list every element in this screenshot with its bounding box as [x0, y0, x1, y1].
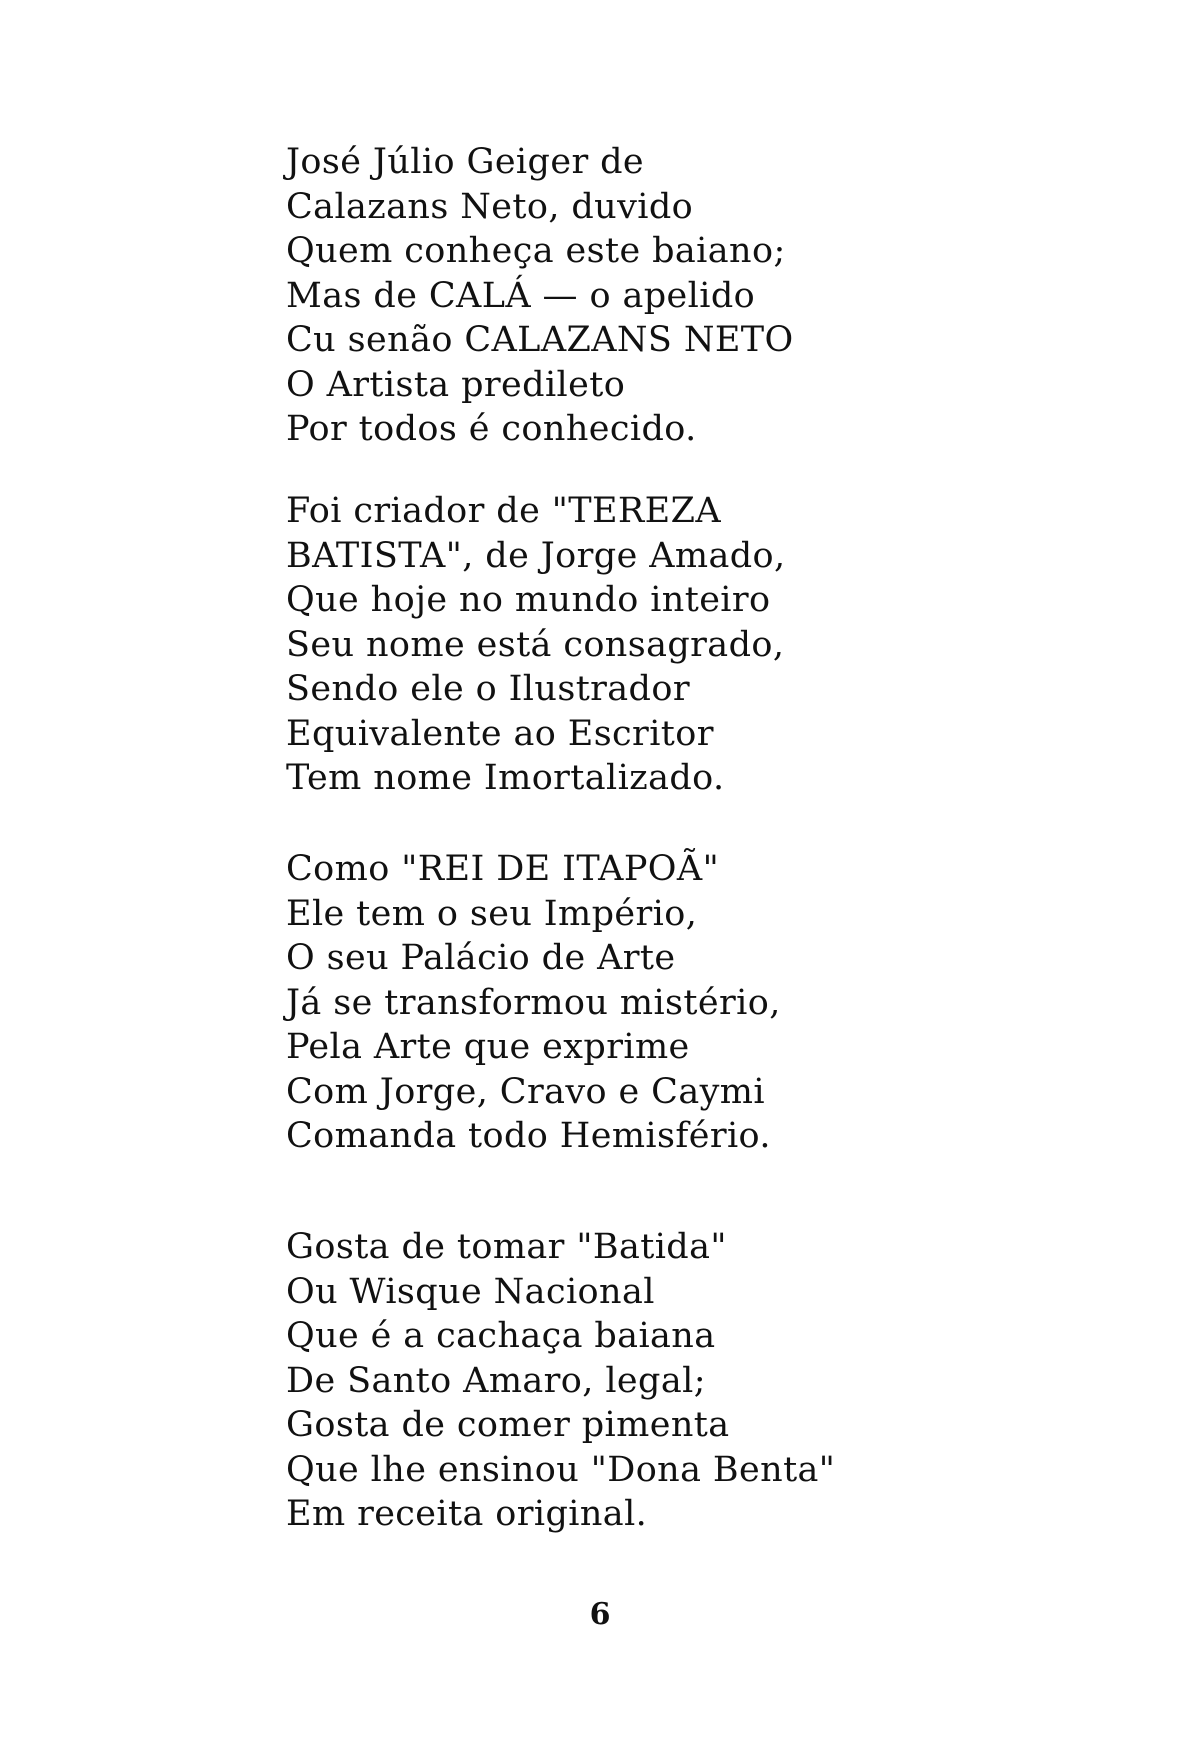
- verse-line: Mas de CALÁ — o apelido: [286, 275, 756, 316]
- stanza-2: [286, 489, 906, 801]
- verse-line: De Santo Amaro, legal;: [286, 1360, 706, 1401]
- verse-line: Em receita original.: [286, 1494, 648, 1534]
- verse-line: Que hoje no mundo inteiro: [286, 580, 771, 620]
- verse-line: Ele tem o seu Império,: [286, 893, 698, 934]
- verse-line: Ou Wisque Nacional: [286, 1271, 655, 1312]
- verse-line: Quem conheça este baiano;: [286, 231, 786, 271]
- verse-line: Comanda todo Hemisfério.: [286, 1116, 771, 1156]
- verse-line: Equivalente ao Escritor: [286, 713, 714, 754]
- verse-line: Seu nome está consagrado,: [286, 624, 785, 665]
- verse-line: Por todos é conhecido.: [286, 409, 697, 449]
- verse-line: Já se transformou mistério,: [286, 982, 781, 1023]
- verse-line: Pela Arte que exprime: [286, 1027, 690, 1067]
- page-number: 6: [589, 1597, 611, 1632]
- stanza-4: [286, 1225, 906, 1537]
- verse-line: Que é a cachaça baiana: [286, 1316, 716, 1356]
- verse-line: Gosta de tomar "Batida": [286, 1227, 727, 1267]
- verse-line: BATISTA", de Jorge Amado,: [286, 535, 786, 576]
- verse-line: Foi criador de "TEREZA: [286, 491, 722, 531]
- verse-line: Sendo ele o Ilustrador: [286, 669, 690, 709]
- verse-line: O Artista predileto: [286, 364, 626, 405]
- verse-line: Como "REI DE ITAPOÃ": [286, 849, 720, 889]
- verse-line: Cu senão CALAZANS NETO: [286, 320, 794, 360]
- stanza-3: [286, 847, 906, 1159]
- verse-line: Tem nome Imortalizado.: [286, 758, 725, 798]
- verse-line: O seu Palácio de Arte: [286, 938, 676, 978]
- verse-line: Com Jorge, Cravo e Caymi: [286, 1071, 765, 1112]
- verse-line: Gosta de comer pimenta: [286, 1405, 730, 1445]
- stanza-1: [286, 140, 906, 452]
- verse-line: Calazans Neto, duvido: [286, 186, 694, 227]
- verse-line: José Júlio Geiger de: [286, 142, 645, 182]
- verse-line: Que lhe ensinou "Dona Benta": [286, 1449, 836, 1490]
